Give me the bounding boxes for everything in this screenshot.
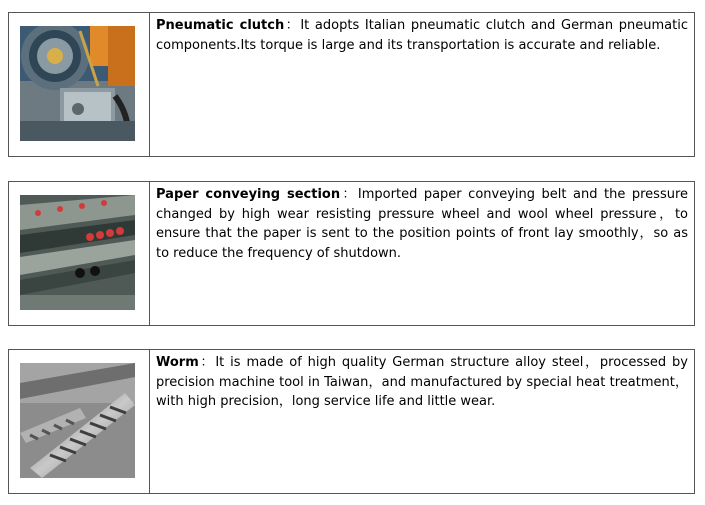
feature-description: It adopts Italian pneumatic clutch and German pneumatic components.Its torque is large and its transportation is accurate and reliable. <box>156 18 689 53</box>
title-separator: ： <box>340 187 358 202</box>
image-cell <box>9 182 150 325</box>
image-cell <box>9 13 150 156</box>
feature-description: Imported paper conveying belt and the pressure changed by high wear resisting pressure wheel and wool wheel pressure，to ensure that the paper is sent to the position points of front lay smoothly，so as to reduce the frequency of shutdown. <box>156 187 689 261</box>
paper-conveying-photo-icon <box>20 195 135 310</box>
image-cell <box>9 350 150 493</box>
description-cell <box>150 13 694 156</box>
feature-title: Paper conveying section <box>156 187 341 202</box>
pneumatic-clutch-photo-icon <box>20 26 135 141</box>
description-cell <box>150 350 694 493</box>
feature-row-pneumatic-clutch <box>8 12 695 157</box>
feature-row-worm <box>8 349 695 494</box>
feature-title: Worm <box>156 355 199 370</box>
title-separator: ： <box>284 18 301 33</box>
feature-title: Pneumatic clutch <box>156 18 285 33</box>
feature-description: It is made of high quality German structure alloy steel，processed by precision machine tool in Taiwan，and manufactured by special heat treatment，with high precision，long service life and little wear. <box>156 355 688 409</box>
feature-row-paper-conveying <box>8 181 695 326</box>
worm-gear-photo-icon <box>20 363 135 478</box>
title-separator: ： <box>198 355 216 370</box>
description-cell <box>150 182 694 325</box>
